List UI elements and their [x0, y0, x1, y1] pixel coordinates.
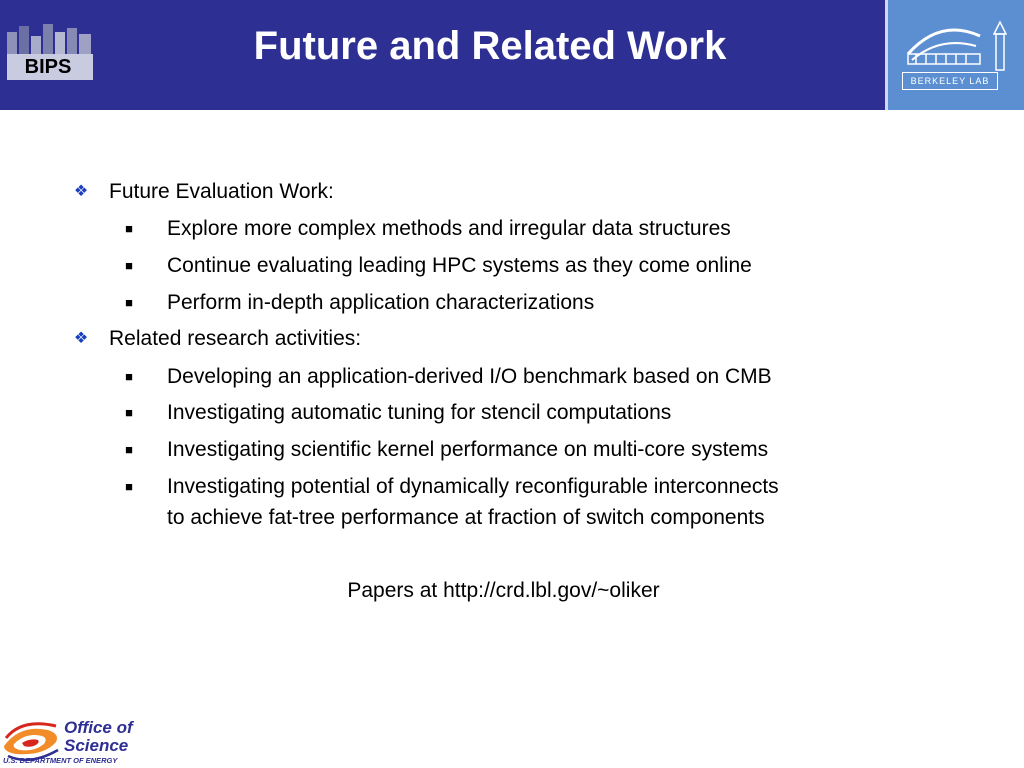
section-heading [73, 177, 929, 207]
list-item [125, 362, 947, 392]
square-bullet-icon: ■ [125, 295, 133, 310]
square-bullet-icon: ■ [125, 442, 133, 457]
list-item-text: Investigating potential of dynamically reconfigurable interconnects [167, 475, 779, 498]
square-bullet-icon: ■ [125, 405, 133, 420]
doe-logo-line3: U.S. DEPARTMENT OF ENERGY [3, 756, 118, 765]
bips-label: BIPS [24, 56, 72, 78]
papers-note: Papers at http://crd.lbl.gov/~oliker [347, 579, 660, 602]
diamond-bullet-icon: ❖ [73, 183, 89, 200]
slide-title: Future and Related Work [253, 24, 727, 68]
list-item [125, 214, 947, 244]
diamond-bullet-icon: ❖ [73, 330, 89, 347]
square-bullet-icon: ■ [125, 369, 133, 384]
doe-logo-line2: Science [64, 736, 129, 755]
section-heading [73, 324, 929, 354]
list-item [125, 288, 947, 318]
square-bullet-icon: ■ [125, 221, 133, 236]
section-heading-text: Future Evaluation Work: [109, 180, 334, 203]
section-heading-text: Related research activities: [109, 327, 362, 350]
list-item-text: Developing an application-derived I/O benchmark based on CMB [167, 365, 772, 388]
list-item-text: Investigating automatic tuning for stencil computations [167, 401, 672, 424]
list-item-text: Investigating scientific kernel performance on multi-core systems [167, 438, 769, 461]
list-item [125, 251, 947, 281]
list-item-text: Continue evaluating leading HPC systems as they come online [167, 254, 752, 277]
list-item-text: Perform in-depth application characterizations [167, 291, 595, 314]
doe-logo-line1: Office of [64, 718, 133, 737]
list-item-text: Explore more complex methods and irregular data structures [167, 217, 731, 240]
square-bullet-icon: ■ [125, 258, 133, 273]
list-item [125, 398, 947, 428]
list-item [125, 472, 947, 502]
berkeley-lab-label: BERKELEY LAB [902, 72, 998, 90]
list-item [125, 435, 947, 465]
list-item-text: to achieve fat-tree performance at fraction of switch components [167, 506, 765, 529]
square-bullet-icon: ■ [125, 479, 133, 494]
list-item-continuation [167, 503, 947, 533]
